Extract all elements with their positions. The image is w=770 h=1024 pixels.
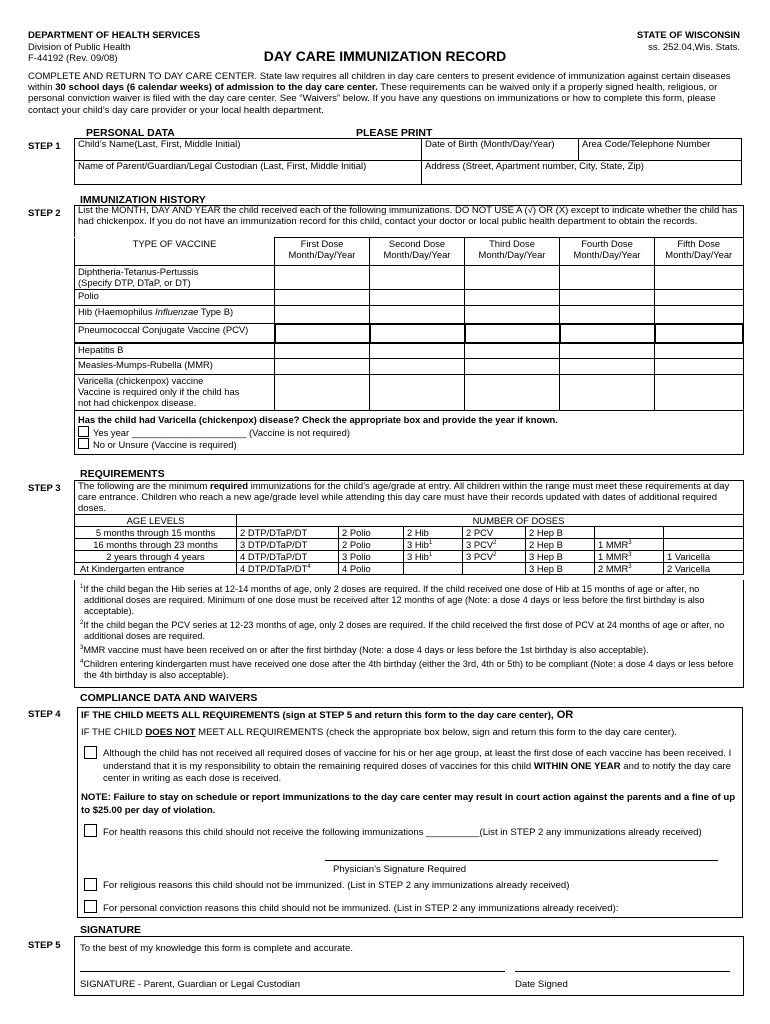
child-name-field[interactable] — [75, 139, 422, 161]
vaccine-label: Vaccine is required only if the child has — [78, 386, 240, 397]
vaccine-label: not had chickenpox disease. — [78, 397, 197, 408]
behind-part: Although the child has not received all required doses of vaccine for his or her age group, at least the first dose of each vaccine has been received. I understand that it is my responsibility to obtain the remaining required doses of vaccines for this child — [103, 748, 732, 772]
table-row — [75, 375, 744, 411]
meets-requirements — [81, 709, 573, 721]
table-row — [75, 306, 744, 324]
footnote-3: $^3$MMR vaccine must have been received on or after the first birthday (Note: a dose 4 days or less before the 1st birthday is also acceptable). — [80, 645, 649, 655]
date-cell[interactable] — [370, 306, 465, 324]
step3-label: STEP 3 — [28, 483, 61, 494]
footnote-4: $^4$Children entering kindergarten must have received one dose after the 4th birthday (either the 3rd, 4th or 5th) to be compliant (Note: a dose 4 days or less before the 4th birthday is also acceptable). — [80, 659, 734, 680]
footnote-text: MMR vaccine must have been received on or after the first birthday (Note: a dose 4 days or less before the 1st birthday is also acceptable). — [83, 645, 649, 655]
dose-cell — [404, 527, 463, 539]
footnote-text: If the child began the Hib series at 12-14 months of age, only 2 doses are required. If the child received one dose of Hib at 15 months of age or after, no additional doses are required. Minimum of one dose must be received after 12 months of age (Note: a dose 4 days or less before the first birthday is also acceptable). — [83, 584, 705, 616]
table-row — [75, 539, 744, 551]
dose-cell: 3 Polio — [339, 551, 404, 563]
table-row — [75, 359, 744, 375]
dose-cell: 1 MMR$^3$ — [595, 539, 664, 551]
footnotes-box — [74, 580, 744, 688]
vaccine-label: Measles-Mumps-Rubella (MMR) — [78, 359, 213, 370]
vaccine-label: Hib (Haemophilus — [78, 306, 156, 317]
date-cell[interactable] — [465, 359, 560, 375]
chickenpox-section — [75, 411, 744, 455]
dose-cell: 1 MMR$^3$ — [595, 551, 664, 563]
dose-cell: 2 DTP/DTaP/DT — [237, 527, 339, 539]
health-waiver-checkbox[interactable] — [84, 824, 97, 837]
does-not-bold: DOES NOT — [145, 727, 196, 738]
table-row — [75, 563, 744, 575]
dose-text: 3 Hib — [407, 551, 429, 562]
intro-text — [28, 71, 744, 116]
footnote-text: If the child began the PCV series at 12-23 months of age, only 2 doses are required. If the child received the first dose of PCV at 24 months of age or after, no additional doses are required. — [83, 620, 725, 641]
or-text: OR — [553, 709, 574, 721]
vaccine-table — [74, 237, 744, 455]
date-cell[interactable] — [370, 343, 465, 359]
vaccine-polio — [75, 290, 275, 306]
please-print: PLEASE PRINT — [356, 127, 433, 139]
section-signature: SIGNATURE — [80, 924, 142, 936]
section-immunization-history: IMMUNIZATION HISTORY — [80, 194, 206, 206]
date-cell[interactable] — [370, 359, 465, 375]
col-header: TYPE OF VACCINE — [132, 237, 217, 249]
col-dose-2 — [370, 238, 465, 266]
step2-label: STEP 2 — [28, 208, 61, 219]
chickenpox-question: Has the child had Varicella (chickenpox) disease? Check the appropriate box and provide the year if known. — [78, 414, 558, 425]
dose-cell: 3 DTP/DTaP/DT — [237, 539, 339, 551]
dose-cell: 3 Hib$^1$ — [404, 539, 463, 551]
behind-schedule-checkbox[interactable] — [84, 746, 97, 759]
immunization-instructions: List the MONTH, DAY AND YEAR the child received each of the following immunizations. DO NOT USE A (√) OR (X) except to indicate whether the child has had chickenpox. If you do not have an immunization record for this child, contact your doctor or local public health department to obtain the records. — [78, 205, 738, 227]
date-cell[interactable] — [465, 290, 560, 306]
dose-cell: 3 PCV$^2$ — [463, 551, 526, 563]
desc-part: The following are the minimum — [78, 481, 210, 492]
dose-cell: 2 Polio — [339, 539, 404, 551]
date-cell[interactable] — [655, 343, 744, 359]
date-cell[interactable] — [655, 324, 744, 343]
date-cell[interactable] — [275, 324, 370, 343]
date-cell[interactable] — [655, 266, 744, 290]
physician-signature-line[interactable] — [325, 860, 718, 861]
state: STATE OF WISCONSIN — [636, 30, 740, 41]
date-cell[interactable] — [465, 324, 560, 343]
within-one-year: WITHIN ONE YEAR — [533, 760, 621, 772]
dose-cell: 2 Varicella — [664, 563, 744, 575]
step5-label: STEP 5 — [28, 940, 61, 951]
dose-unit: Month/Day/Year — [478, 249, 546, 260]
date-cell[interactable] — [560, 375, 655, 411]
desc-bold: required — [210, 481, 249, 492]
page-title: DAY CARE IMMUNIZATION RECORD — [263, 48, 507, 64]
intro-part: COMPLETE AND RETURN TO DAY CARE CENTER. State law requires all children in day care centers to present evidence of immunization against certain diseases within — [28, 71, 731, 94]
footnote-2: $^2$If the child began the PCV series at 12-23 months of age, only 2 doses are required. If the child received the first dose of PCV at 24 months of age or after, no additional doses are required. — [80, 620, 725, 641]
date-cell[interactable] — [465, 375, 560, 411]
date-cell[interactable] — [560, 290, 655, 306]
date-cell[interactable] — [465, 306, 560, 324]
table-row — [75, 266, 744, 290]
phone-field[interactable] — [579, 139, 742, 161]
requirements-description — [75, 481, 743, 514]
field-label: Address (Street, Apartment number, City, State, Zip) — [425, 161, 644, 172]
date-cell[interactable] — [560, 324, 655, 343]
field-label: Name of Parent/Guardian/Legal Custodian (Last, First, Middle Initial) — [78, 161, 367, 172]
vaccine-label: Type B) — [198, 306, 234, 317]
vaccine-hib — [75, 306, 275, 324]
dose-cell: 3 PCV$^2$ — [463, 539, 526, 551]
date-cell[interactable] — [370, 324, 465, 343]
vaccine-label: Varicella (chickenpox) vaccine — [78, 375, 204, 386]
field-label: Child’s Name(Last, First, Middle Initial) — [78, 139, 241, 150]
personal-waiver-text: For personal conviction reasons this child should not be immunized. (List in STEP 2 any immunizations already received): — [103, 903, 619, 914]
meets-text: IF THE CHILD MEETS ALL REQUIREMENTS (sign at STEP 5 and return this form to the day care center), — [81, 710, 554, 721]
vaccine-varicella — [75, 375, 275, 411]
dose-text: 2 MMR — [598, 563, 629, 574]
dose-text: 4 DTP/DTaP/DT — [240, 563, 308, 574]
dose-name: Fifth Dose — [677, 238, 721, 249]
date-cell[interactable] — [370, 266, 465, 290]
form-number: F-44192 (Rev. 09/08) — [28, 53, 118, 64]
dose-cell: 3 Hib$^1$ — [404, 551, 463, 563]
religious-waiver-text: For religious reasons this child should not be immunized. (List in STEP 2 any immunizations already received) — [103, 880, 570, 891]
date-cell[interactable] — [560, 266, 655, 290]
col-header: NUMBER OF DOSES — [472, 515, 565, 526]
vaccine-label: Polio — [78, 290, 99, 301]
table-row — [75, 527, 744, 539]
date-cell[interactable] — [655, 375, 744, 411]
dose-cell: 2 Polio — [339, 527, 404, 539]
number-of-doses-header — [237, 515, 744, 527]
dose-cell: 4 DTP/$DTaP/DT^4$ — [237, 563, 339, 575]
dose-name: Fourth Dose — [581, 238, 633, 249]
dose-cell: 3 Hep B — [526, 563, 595, 575]
col-dose-3 — [465, 238, 560, 266]
date-cell[interactable] — [370, 290, 465, 306]
vaccine-hepb — [75, 343, 275, 359]
date-cell[interactable] — [465, 343, 560, 359]
date-cell[interactable] — [655, 306, 744, 324]
date-cell[interactable] — [275, 306, 370, 324]
does-not-meet — [81, 727, 677, 738]
age-cell: 16 months through 23 months — [75, 539, 237, 551]
religious-waiver-checkbox[interactable] — [84, 878, 97, 891]
vaccine-pcv — [75, 324, 275, 343]
date-cell[interactable] — [275, 290, 370, 306]
yes-label: Yes year ______________________ (Vaccine is not required) — [93, 427, 350, 438]
personal-waiver-checkbox[interactable] — [84, 900, 97, 913]
not-text: MEET ALL REQUIREMENTS (check the appropriate box below, sign and return this form to the day care center). — [195, 727, 677, 738]
chickenpox-no-row — [78, 438, 740, 450]
date-cell[interactable] — [275, 343, 370, 359]
vaccine-label-italic: Influenzae — [155, 306, 199, 317]
table-row — [75, 290, 744, 306]
date-cell[interactable] — [275, 359, 370, 375]
behind-schedule-text — [103, 748, 733, 786]
certification-statement: To the best of my knowledge this form is complete and accurate. — [80, 943, 354, 954]
dose-cell — [463, 563, 526, 575]
table-row — [75, 343, 744, 359]
behind-part: and to notify the day care center in writing as each dose is received. — [103, 760, 732, 784]
vaccine-label: Pneumococcal Conjugate Vaccine (PCV) — [78, 324, 249, 335]
age-cell: 5 months through 15 months — [75, 527, 237, 539]
date-cell[interactable] — [560, 359, 655, 375]
vaccine-dtp — [75, 266, 275, 290]
col-dose-1 — [275, 238, 370, 266]
not-text: IF THE CHILD — [81, 727, 146, 738]
dose-cell: 4 Polio — [339, 563, 404, 575]
date-cell[interactable] — [560, 306, 655, 324]
dose-unit: Month/Day/Year — [665, 249, 733, 260]
date-signed-label: Date Signed — [515, 979, 568, 990]
dose-cell — [463, 527, 526, 539]
dose-unit: Month/Day/Year — [288, 249, 356, 260]
step4-label: STEP 4 — [28, 709, 61, 720]
vaccine-label: Hepatitis B — [78, 343, 124, 355]
date-cell[interactable] — [275, 375, 370, 411]
dose-cell: 1 Varicella — [664, 551, 744, 563]
col-dose-4 — [560, 238, 655, 266]
field-label: Date of Birth (Month/Day/Year) — [425, 139, 555, 150]
dose-cell: 3 Hep B — [526, 551, 595, 563]
signature-box — [74, 936, 744, 996]
parent-signature-line[interactable] — [80, 971, 505, 972]
table-row — [75, 551, 744, 563]
parent-name-field[interactable] — [75, 161, 422, 185]
division: Division of Public Health — [28, 41, 131, 53]
dose-text: 3 PCV — [466, 539, 494, 550]
date-cell[interactable] — [465, 266, 560, 290]
col-header: AGE LEVELS — [126, 515, 185, 526]
personal-data-table — [74, 138, 742, 185]
yes-checkbox[interactable] — [78, 426, 89, 437]
dose-name: Third Dose — [489, 238, 535, 249]
field-label: Area Code/Telephone Number — [582, 139, 711, 150]
parent-signature-label: SIGNATURE - Parent, Guardian or Legal Custodian — [80, 979, 301, 990]
date-cell[interactable] — [560, 343, 655, 359]
dose-cell: 2 MMR$^3$ — [595, 563, 664, 575]
age-cell: 2 years through 4 years — [75, 551, 237, 563]
dose-cell: 2 Hep B — [526, 539, 595, 551]
dose-cell: 2 Hep B — [526, 527, 595, 539]
intro-part: These requirements can be waived only if a properly signed health, religious, or personal conviction waiver is filed with the day care center. See “Waivers” below. If you have any questions on immunizations or how to complete this form, please contact your child’s day care provider or your local health department. — [28, 82, 718, 116]
statute: ss. 252.04,Wis. Stats. — [648, 41, 740, 53]
desc-part: immunizations for the child’s age/grade at entry. All children within the range must meet these requirements at day care entrance. Children who reach a new age/grade level while attending this day care must have their records updated with dates of additional required doses. — [78, 481, 730, 514]
col-type-of-vaccine — [75, 238, 275, 266]
date-signed-line[interactable] — [515, 971, 730, 972]
dose-text: 1 MMR — [598, 539, 629, 550]
requirements-table — [74, 514, 744, 575]
dose-unit: Month/Day/Year — [573, 249, 641, 260]
immunization-instr-box — [74, 205, 744, 237]
dose-text: 1 MMR — [598, 551, 629, 562]
vaccine-label: (Specify DTP, DTaP, or DT) — [78, 277, 191, 288]
no-checkbox[interactable] — [78, 438, 89, 449]
dose-cell — [664, 527, 744, 539]
dose-text: 2 Hib — [407, 527, 429, 538]
department: DEPARTMENT OF HEALTH SERVICES — [28, 30, 201, 41]
section-compliance: COMPLIANCE DATA AND WAIVERS — [80, 692, 258, 704]
section-requirements: REQUIREMENTS — [80, 468, 165, 480]
intro-bold: 30 school days (6 calendar weeks) of admission to the day care center. — [55, 82, 378, 94]
no-label: No or Unsure (Vaccine is required) — [93, 439, 237, 450]
date-cell[interactable] — [275, 266, 370, 290]
dose-cell — [404, 563, 463, 575]
age-cell: At Kindergarten entrance — [75, 563, 237, 575]
date-cell[interactable] — [655, 359, 744, 375]
vaccine-label: Diphtheria-Tetanus-Pertussis — [78, 266, 199, 277]
dose-text: 3 Hib — [407, 539, 429, 550]
age-levels-header — [75, 515, 237, 527]
dob-field[interactable] — [422, 139, 579, 161]
vaccine-mmr — [75, 359, 275, 375]
date-cell[interactable] — [655, 290, 744, 306]
compliance-note: NOTE: Failure to stay on schedule or report immunizations to the day care center may result in court action against the parents and a fine of up to $25.00 per day of violation. — [81, 792, 736, 816]
requirements-desc-box — [74, 480, 744, 515]
footnote-1: $^1$If the child began the Hib series at 12-14 months of age, only 2 doses are required. If the child received one dose of Hib at 15 months of age or after, no additional doses are required. Minimum of one dose must be received after 12 months of age (Note: a dose 4 days or less before the first birthday is also acceptable). — [80, 584, 705, 616]
table-row — [75, 324, 744, 343]
dose-unit: Month/Day/Year — [383, 249, 451, 260]
dose-cell — [664, 539, 744, 551]
footnote-text: Children entering kindergarten must have received one dose after the 4th birthday (either the 3rd, 4th or 5th) to be compliant (Note: a dose 4 days or less before the 4th birthday is also acceptable). — [83, 659, 734, 680]
dose-name: Second Dose — [388, 238, 446, 249]
section-personal-data: PERSONAL DATA — [86, 127, 175, 139]
dose-name: First Dose — [300, 238, 344, 249]
dose-cell — [595, 527, 664, 539]
compliance-box — [77, 707, 743, 918]
health-waiver-text: For health reasons this child should not receive the following immunizations __________(List in STEP 2 any immunizations already received) — [103, 827, 702, 838]
dose-text: 2 PCV — [466, 527, 494, 538]
address-field[interactable] — [422, 161, 742, 185]
step1-label: STEP 1 — [28, 141, 61, 152]
chickenpox-yes-row — [78, 426, 740, 438]
date-cell[interactable] — [370, 375, 465, 411]
physician-signature-label: Physician’s Signature Required — [333, 864, 467, 875]
dose-cell: 4 DTP/DTaP/DT — [237, 551, 339, 563]
col-dose-5 — [655, 238, 744, 266]
dose-text: 3 PCV — [466, 551, 494, 562]
